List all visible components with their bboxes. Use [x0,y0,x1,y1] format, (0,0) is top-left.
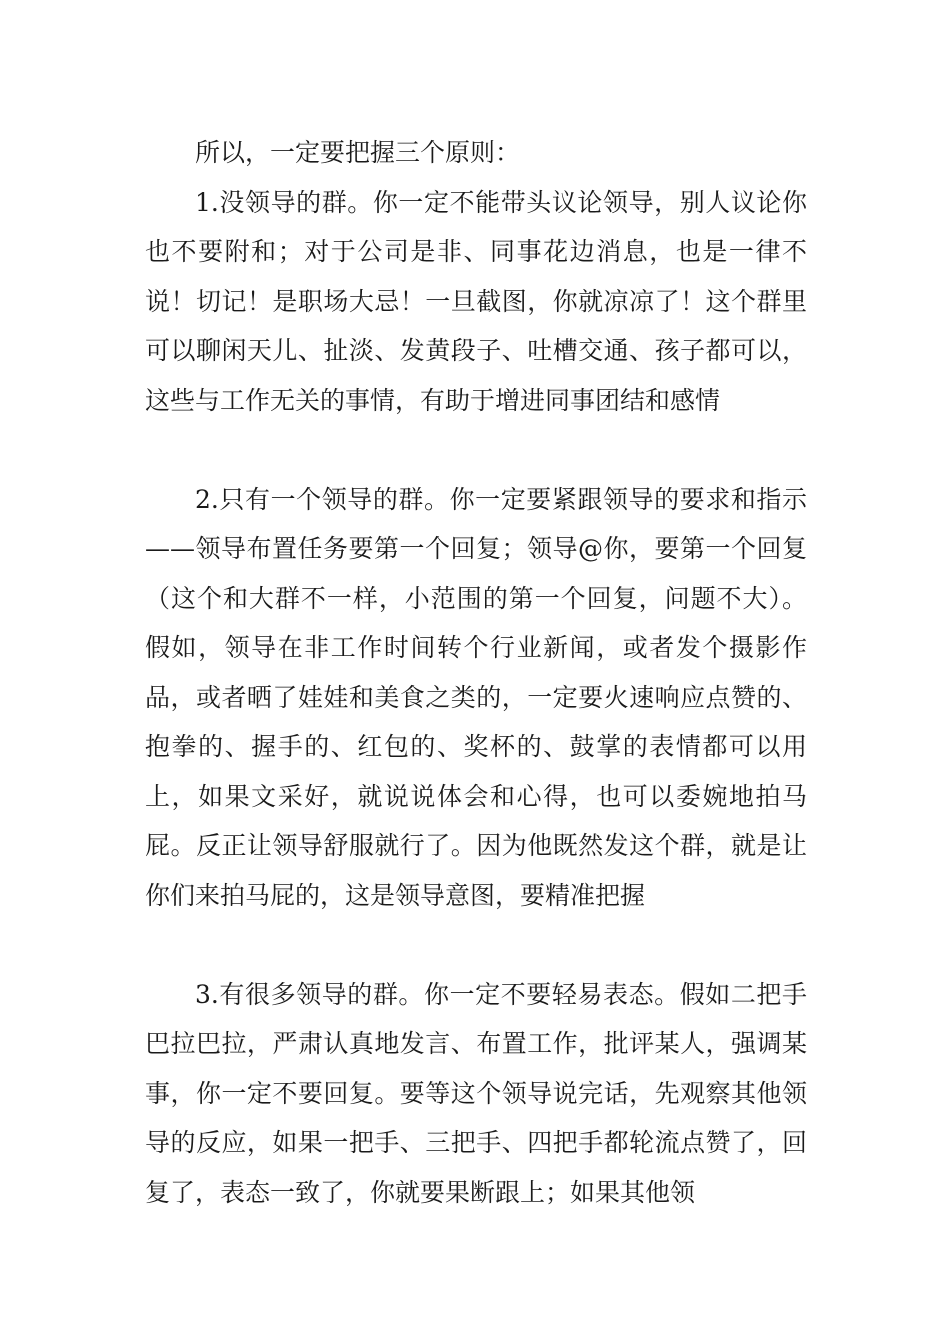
paragraph-rule-1: 1.没领导的群。你一定不能带头议论领导，别人议论你也不要附和；对于公司是非、同事花边消息，也是一律不说！切记！是职场大忌！一旦截图，你就凉凉了！这个群里可以聊闲天儿、扯淡、发黄段子、吐槽交通、孩子都可以，这些与工作无关的事情，有助于增进同事团结和感情 [145,187,807,415]
intro-paragraph: 所以，一定要把握三个原则： [195,138,521,167]
document-body [145,128,807,1217]
paragraph-rule-2: 2.只有一个领导的群。你一定要紧跟领导的要求和指示——领导布置任务要第一个回复；领导@你，要第一个回复（这个和大群不一样，小范围的第一个回复，问题不大）。假如，领导在非工作时间转个行业新闻，或者发个摄影作品，或者晒了娃娃和美食之类的，一定要火速响应点赞的、抱拳的、握手的、红包的、奖杯的、鼓掌的表情都可以用上，如果文采好，就说说体会和心得，也可以委婉地拍马屁。反正让领导舒服就行了。因为他既然发这个群，就是让你们来拍马屁的，这是领导意图，要精准把握 [145,484,807,910]
paragraph-rule-3: 3.有很多领导的群。你一定不要轻易表态。假如二把手巴拉巴拉，严肃认真地发言、布置工作，批评某人，强调某事，你一定不要回复。要等这个领导说完话，先观察其他领导的反应，如果一把手、三把手、四把手都轮流点赞了，回复了，表态一致了，你就要果断跟上；如果其他领 [145,979,807,1207]
